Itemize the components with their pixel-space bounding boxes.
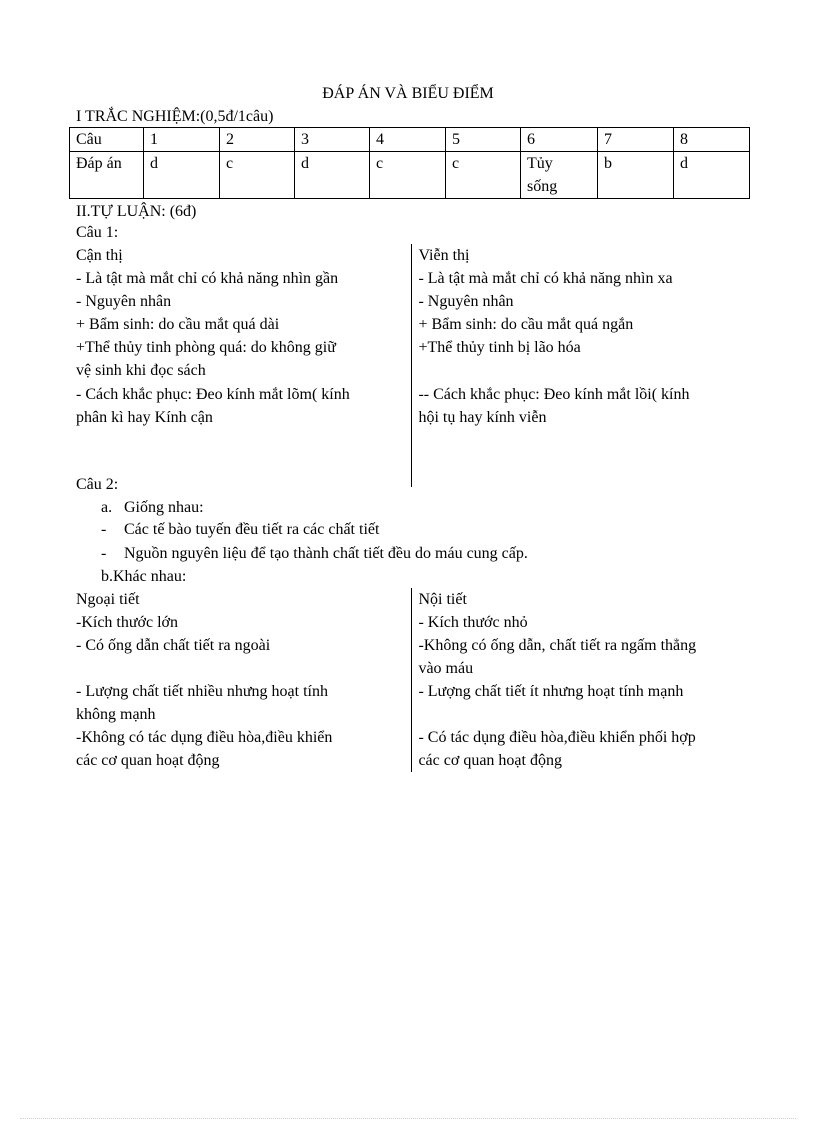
similarities-heading: Giống nhau: xyxy=(124,499,204,516)
gland-comparison xyxy=(76,588,746,772)
question2-label: Câu 2: xyxy=(76,476,119,493)
exocrine-line: -Không có tác dụng điều hòa,điều khiển xyxy=(76,729,333,746)
endocrine-line: - Lượng chất tiết ít nhưng hoạt tính mạnh xyxy=(418,683,684,700)
table-cell: b xyxy=(598,152,674,199)
table-cell: d xyxy=(144,152,220,199)
table-cell: c xyxy=(220,152,295,199)
table-header-cell: Câu xyxy=(70,128,144,152)
endocrine-line: -Không có ống dẫn, chất tiết ra ngấm thẳng xyxy=(418,637,697,654)
endocrine-column xyxy=(411,588,746,772)
table-cell: d xyxy=(674,152,750,199)
table-cell: c xyxy=(446,152,521,199)
myopia-line: - Cách khắc phục: Đeo kính mắt lõm( kính xyxy=(76,386,350,403)
endocrine-line: vào máu xyxy=(418,660,474,677)
exocrine-line: không mạnh xyxy=(76,706,156,723)
endocrine-line: - Có tác dụng điều hòa,điều khiển phối hợp xyxy=(418,729,696,746)
table-cell: Tủy sống xyxy=(521,152,598,199)
list-marker-a: a. xyxy=(101,499,113,516)
table-cell: 5 xyxy=(446,128,521,152)
bullet-marker: - xyxy=(101,521,107,538)
myopia-line: - Là tật mà mắt chỉ có khả năng nhìn gần xyxy=(76,270,339,287)
table-cell: 6 xyxy=(521,128,598,152)
section1-heading: I TRẮC NGHIỆM:(0,5đ/1câu) xyxy=(76,108,274,125)
myopia-column xyxy=(76,244,411,487)
answer-table xyxy=(69,127,750,199)
hyperopia-line: + Bẩm sinh: do cầu mắt quá ngắn xyxy=(418,316,634,333)
table-cell: 7 xyxy=(598,128,674,152)
myopia-hyperopia-comparison xyxy=(76,244,746,487)
table-cell: 8 xyxy=(674,128,750,152)
table-row-answers xyxy=(70,152,750,199)
hyperopia-line: - Nguyên nhân xyxy=(418,293,514,310)
hyperopia-title: Viễn thị xyxy=(418,247,470,264)
bullet-marker: - xyxy=(101,545,107,562)
myopia-line: - Nguyên nhân xyxy=(76,293,172,310)
exocrine-column xyxy=(76,588,411,772)
myopia-title: Cận thị xyxy=(76,247,123,264)
document-title: ĐÁP ÁN VÀ BIỂU ĐIỂM xyxy=(322,85,494,102)
endocrine-line: các cơ quan hoạt động xyxy=(418,752,562,769)
similarity-item: Các tế bào tuyến đều tiết ra các chất tiết xyxy=(124,521,380,538)
hyperopia-line: +Thể thủy tinh bị lão hóa xyxy=(418,339,581,356)
table-cell: d xyxy=(295,152,370,199)
spacer xyxy=(418,429,740,487)
hyperopia-line: -- Cách khắc phục: Đeo kính mắt lồi( kính xyxy=(418,386,690,403)
endocrine-title: Nội tiết xyxy=(418,591,467,608)
hyperopia-column xyxy=(411,244,746,487)
table-row-questions xyxy=(70,128,750,152)
section2-heading: II.TỰ LUẬN: (6đ) xyxy=(76,203,197,220)
table-cell: 1 xyxy=(144,128,220,152)
table-cell: 3 xyxy=(295,128,370,152)
page-bottom-divider xyxy=(20,1118,796,1119)
exocrine-title: Ngoại tiết xyxy=(76,591,140,608)
exocrine-line: -Kích thước lớn xyxy=(76,614,179,631)
differences-heading: b.Khác nhau: xyxy=(101,568,187,585)
spacer xyxy=(418,703,740,726)
spacer xyxy=(76,657,405,680)
table-cell: 2 xyxy=(220,128,295,152)
spacer xyxy=(418,359,740,382)
similarity-item: Nguồn nguyên liệu để tạo thành chất tiết đều do máu cung cấp. xyxy=(124,545,528,562)
endocrine-line: - Kích thước nhỏ xyxy=(418,614,528,631)
spacer xyxy=(76,429,405,487)
question1-label: Câu 1: xyxy=(76,224,119,241)
exocrine-line: - Lượng chất tiết nhiều nhưng hoạt tính xyxy=(76,683,328,700)
table-cell: 4 xyxy=(370,128,446,152)
myopia-line: + Bẩm sinh: do cầu mắt quá dài xyxy=(76,316,280,333)
table-cell: c xyxy=(370,152,446,199)
myopia-line: phân kì hay Kính cận xyxy=(76,409,213,426)
exocrine-line: - Có ống dẫn chất tiết ra ngoài xyxy=(76,637,271,654)
myopia-line: vệ sinh khi đọc sách xyxy=(76,362,206,379)
exocrine-line: các cơ quan hoạt động xyxy=(76,752,220,769)
table-header-cell: Đáp án xyxy=(70,152,144,199)
hyperopia-line: hội tụ hay kính viễn xyxy=(418,409,547,426)
myopia-line: +Thể thủy tinh phòng quá: do không giữ xyxy=(76,339,336,356)
hyperopia-line: - Là tật mà mắt chỉ có khả năng nhìn xa xyxy=(418,270,673,287)
